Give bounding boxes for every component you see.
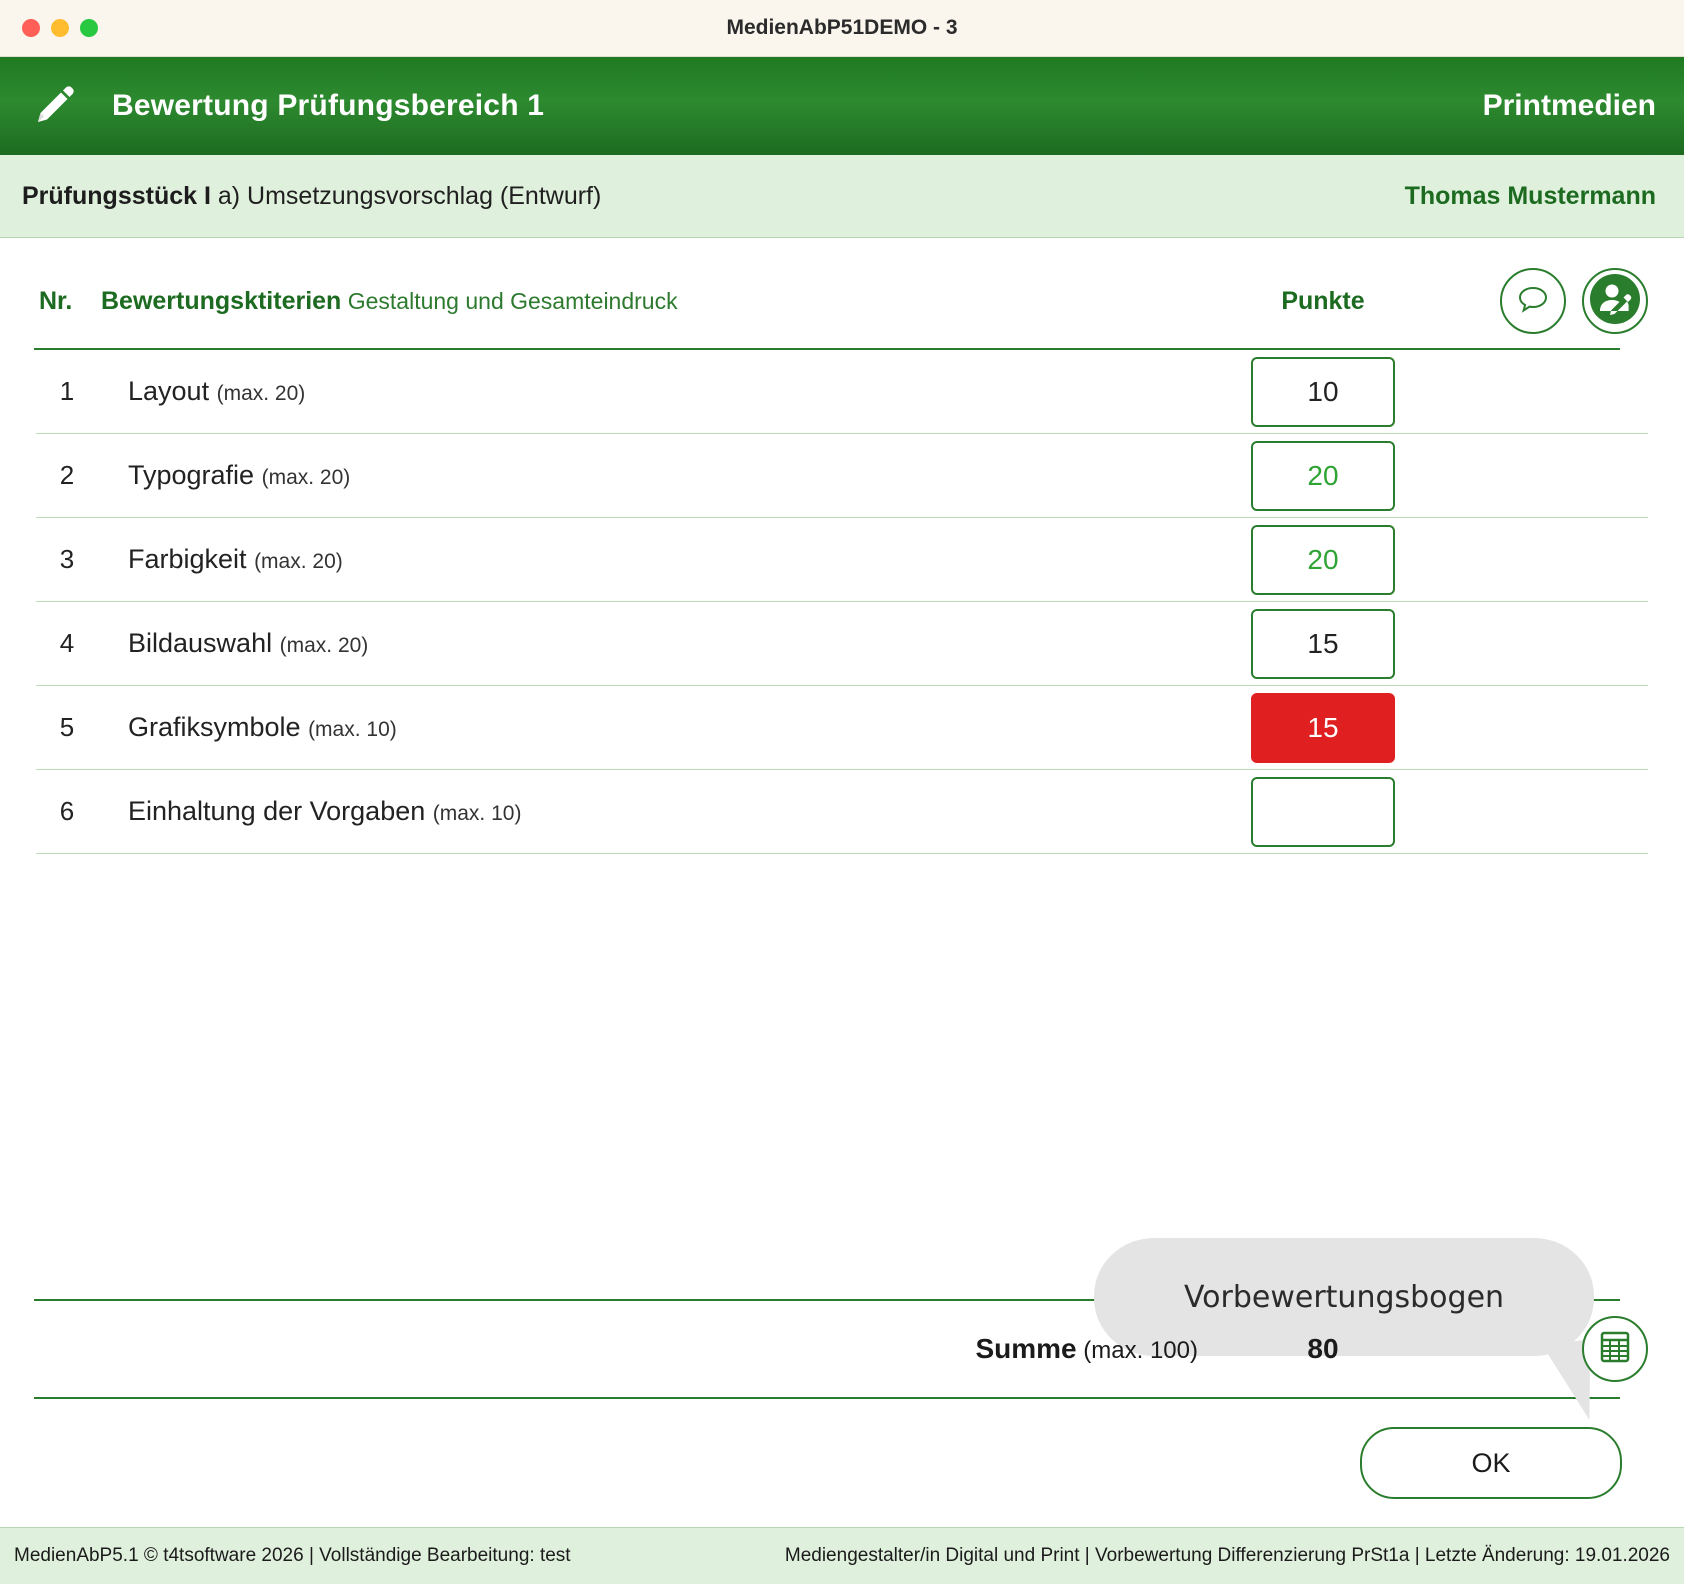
page-title: Bewertung Prüfungsbereich 1	[112, 89, 545, 122]
row-criterion-max: (max. 20)	[254, 550, 343, 573]
app-header	[0, 57, 1684, 155]
candidate-name: Thomas Mustermann	[1404, 181, 1656, 210]
report-sheet-icon	[1596, 1328, 1634, 1371]
row-points-cell	[1198, 441, 1448, 511]
column-header-criteria-sub: Gestaltung und Gesamteindruck	[341, 287, 678, 314]
signature-icon-button[interactable]	[1582, 268, 1648, 334]
row-criterion-name: Bildauswahl	[128, 628, 273, 658]
header-action-icons	[1448, 268, 1648, 334]
points-input[interactable]: 10	[1251, 357, 1395, 427]
column-header-criteria-main: Bewertungsktiterien	[101, 286, 342, 315]
row-criterion-max: (max. 10)	[308, 718, 397, 741]
row-criterion-max: (max. 20)	[279, 634, 369, 657]
summary-label-max: (max. 100)	[1076, 1337, 1198, 1364]
points-input[interactable]: 20	[1251, 441, 1395, 511]
ok-button[interactable]: OK	[1360, 1427, 1622, 1499]
status-bar-right: Mediengestalter/in Digital und Print | Vorbewertung Differenzierung PrSt1a | Letzte Änderung: 19.01.2026	[784, 1545, 1670, 1566]
criteria-table	[36, 350, 1648, 854]
tooltip-bubble-body: Vorbewertungsbogen	[1094, 1238, 1594, 1356]
row-number: 6	[59, 796, 75, 826]
points-input[interactable]: 20	[1251, 525, 1395, 595]
comment-icon-button[interactable]	[1500, 268, 1566, 334]
report-sheet-icon-button[interactable]	[1582, 1316, 1648, 1382]
summary-row	[36, 1301, 1648, 1397]
column-header-points: Punkte	[1281, 286, 1365, 315]
row-points-cell	[1198, 357, 1448, 427]
row-number: 4	[59, 628, 75, 658]
row-number: 1	[59, 376, 75, 406]
points-input[interactable]	[1251, 777, 1395, 847]
row-criterion-max: (max. 20)	[216, 382, 306, 405]
row-criterion	[98, 796, 1198, 827]
row-criterion-name: Grafiksymbole	[128, 712, 301, 742]
header-domain-label: Printmedien	[1482, 89, 1656, 122]
summary-actions	[1448, 1316, 1648, 1382]
row-number: 2	[59, 460, 75, 490]
row-criterion-name: Farbigkeit	[128, 544, 247, 574]
title-bar	[0, 0, 1684, 57]
row-points-cell	[1198, 609, 1448, 679]
summary-label-text: Summe	[975, 1333, 1077, 1364]
exam-piece-detail: a) Umsetzungsvorschlag (Entwurf)	[210, 181, 602, 210]
row-number: 3	[59, 544, 75, 574]
row-points-cell	[1198, 693, 1448, 763]
summary-value: 80	[1307, 1333, 1339, 1364]
subheader-bar	[0, 155, 1684, 238]
close-window-button[interactable]	[22, 19, 40, 37]
row-points-cell	[1198, 777, 1448, 847]
zoom-window-button[interactable]	[80, 19, 98, 37]
table-row	[36, 686, 1648, 770]
table-row	[36, 350, 1648, 434]
row-criterion-name: Layout	[128, 376, 210, 406]
column-header-criteria	[101, 287, 1198, 316]
row-criterion	[98, 460, 1198, 491]
points-input[interactable]: 15	[1251, 609, 1395, 679]
row-points-cell	[1198, 525, 1448, 595]
row-criterion-name: Einhaltung der Vorgaben	[128, 796, 426, 826]
table-row	[36, 770, 1648, 854]
pencil-icon	[30, 82, 78, 130]
header-left-group	[30, 82, 544, 130]
table-row	[36, 434, 1648, 518]
row-criterion	[98, 712, 1198, 743]
signature-icon	[1589, 273, 1641, 330]
comment-icon	[1516, 282, 1550, 321]
minimize-window-button[interactable]	[51, 19, 69, 37]
table-header	[36, 238, 1648, 348]
points-input-invalid[interactable]: 15	[1251, 693, 1395, 763]
window-controls[interactable]	[22, 19, 98, 37]
exam-piece-info	[22, 182, 601, 211]
status-bar	[0, 1527, 1684, 1584]
window-title: MedienAbP51DEMO - 3	[726, 16, 958, 39]
status-bar-left: MedienAbP5.1 © t4tsoftware 2026 | Vollständige Bearbeitung: test	[14, 1545, 571, 1566]
summary-label	[975, 1333, 1198, 1365]
row-criterion-name: Typografie	[128, 460, 255, 490]
row-criterion	[98, 544, 1198, 575]
row-criterion	[98, 628, 1198, 659]
column-header-nr: Nr.	[39, 286, 73, 315]
main-content	[0, 238, 1684, 1527]
row-number: 5	[59, 712, 75, 742]
row-criterion-max: (max. 20)	[261, 466, 351, 489]
row-criterion-max: (max. 10)	[432, 802, 522, 825]
exam-piece-label: Prüfungsstück I	[22, 181, 211, 210]
table-row	[36, 518, 1648, 602]
row-criterion	[98, 376, 1198, 407]
table-row	[36, 602, 1648, 686]
